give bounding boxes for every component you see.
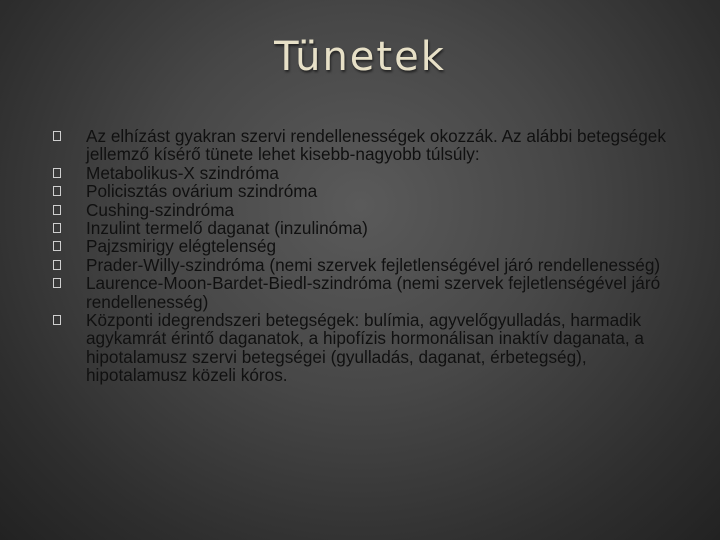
square-bullet-icon <box>53 241 61 251</box>
square-bullet-icon <box>53 168 61 178</box>
list-item-text: Policisztás ovárium szindróma <box>86 181 318 202</box>
list-item <box>52 256 672 274</box>
slide-title: Tünetek <box>274 34 446 80</box>
list-item-text: Cushing-szindróma <box>86 199 235 220</box>
list-item <box>52 201 672 219</box>
square-bullet-icon <box>53 131 61 141</box>
list-item-text: Prader-Willy-szindróma (nemi szervek fejletlenségével járó rendellenesség) <box>86 254 661 275</box>
list-item <box>52 164 672 182</box>
list-item <box>52 274 672 311</box>
list-item <box>52 237 672 255</box>
square-bullet-icon <box>53 186 61 196</box>
list-item-text: Az elhízást gyakran szervi rendellenességek okozzák. Az alábbi betegségek jellemző kísérő tünete lehet kisebb-nagyobb túlsúly: <box>86 126 666 165</box>
list-item <box>52 182 672 200</box>
list-item-text: Központi idegrendszeri betegségek: bulímia, agyvelőgyulladás, harmadik agykamrát érintő daganatok, a hipofízis hormonálisan inaktív daganata, a hipotalamusz szervi betegségei (gyulladás, daganat, érbetegség), hipotalamusz közeli kóros. <box>86 310 644 386</box>
list-item-text: Pajzsmirigy elégtelenség <box>86 236 277 257</box>
list-item <box>52 311 672 385</box>
list-item <box>52 219 672 237</box>
list-item-text: Laurence-Moon-Bardet-Biedl-szindróma (nemi szervek fejletlenségével járó rendellenesség) <box>86 273 661 312</box>
square-bullet-icon <box>53 223 61 233</box>
square-bullet-icon <box>53 260 61 270</box>
square-bullet-icon <box>53 205 61 215</box>
list-item-text: Metabolikus-X szindróma <box>86 162 279 183</box>
square-bullet-icon <box>53 278 61 288</box>
list-item <box>52 127 672 164</box>
list-item-text: Inzulint termelő daganat (inzulinóma) <box>86 218 368 239</box>
square-bullet-icon <box>53 315 61 325</box>
bullet-list <box>52 127 672 385</box>
